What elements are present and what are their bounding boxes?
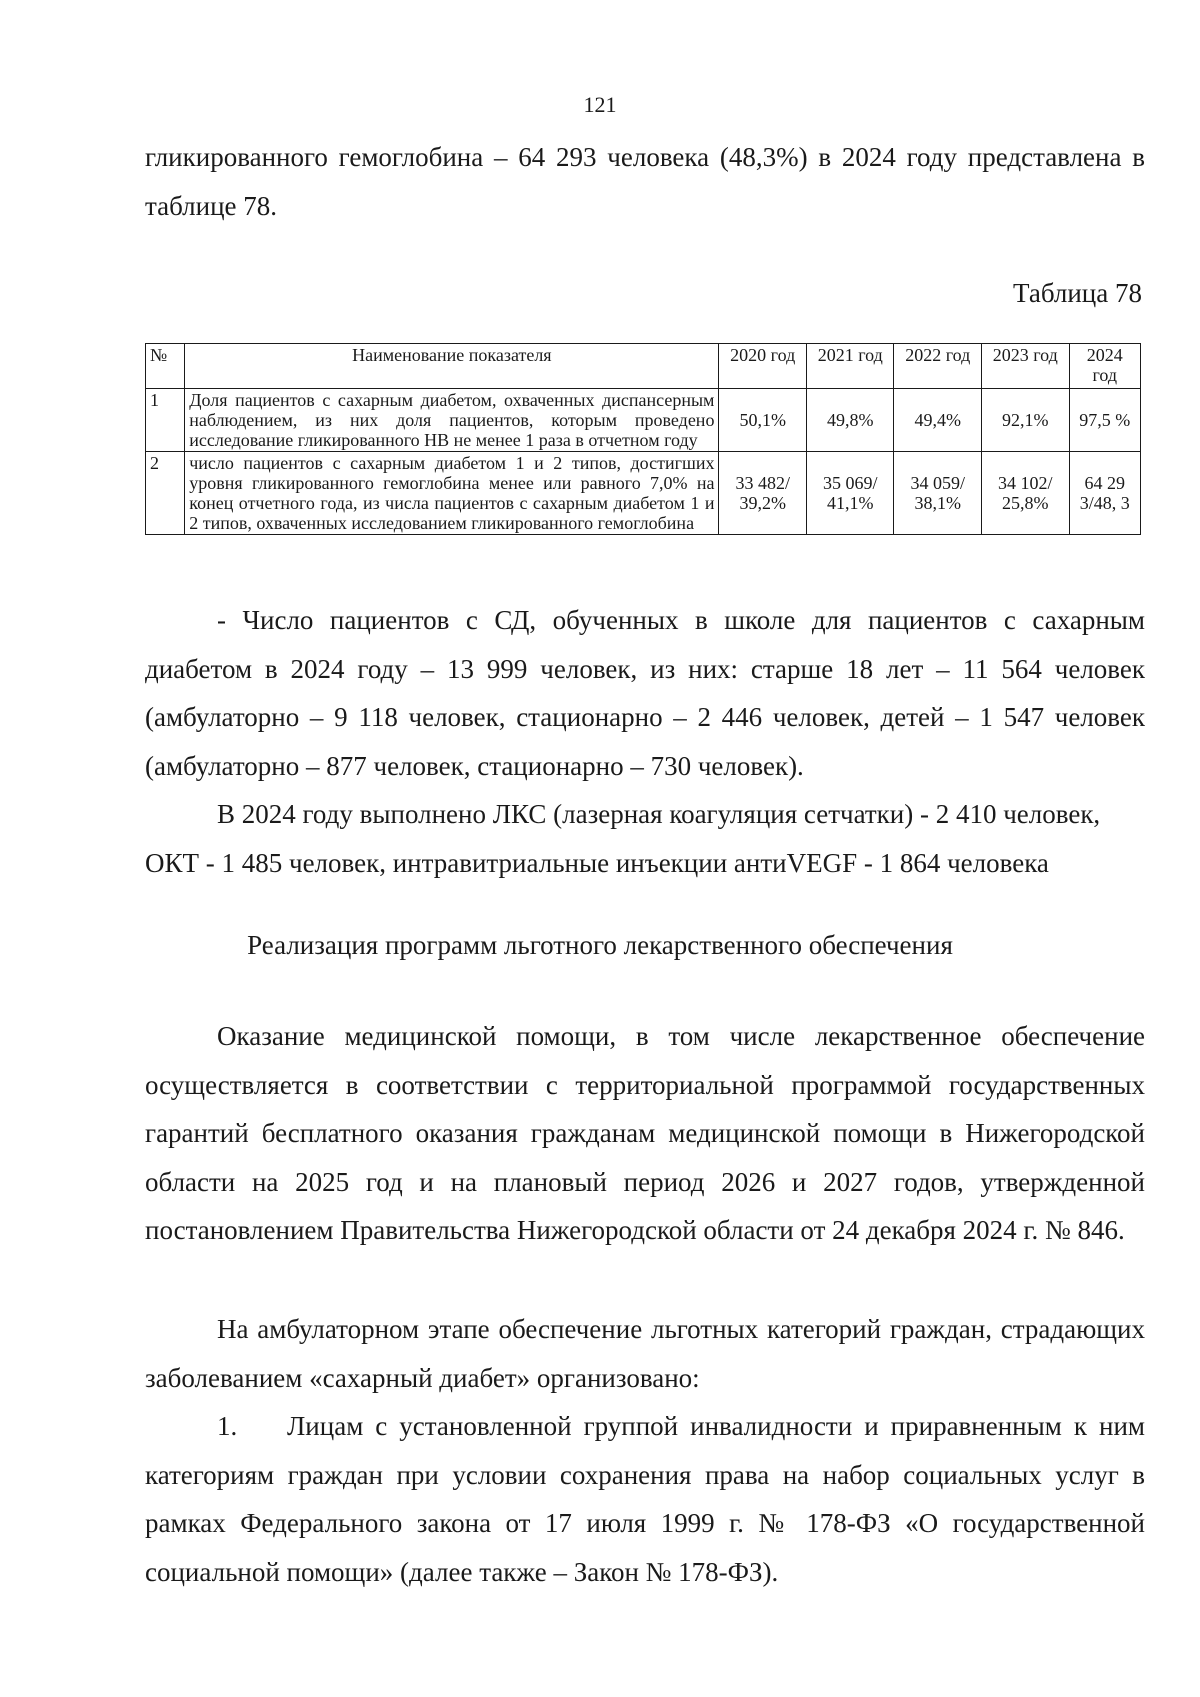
row-value-2022: 49,4% [894,389,982,452]
header-2021: 2021 год [806,344,894,389]
list-item-number: 1. [217,1411,238,1441]
row-value-2023: 34 102/ 25,8% [982,452,1070,535]
row-num: 1 [146,389,185,452]
row-value-2021: 49,8% [806,389,894,452]
row-num: 2 [146,452,185,535]
row-value-2023: 92,1% [982,389,1070,452]
table-caption: Таблица 78 [1013,278,1142,308]
row-name: число пациентов с сахарным диабетом 1 и 2 типов, достигших уровня гликированного гемоглобина менее или равного 7,0% на конец отчетного года, из числа пациентов с сахарным диабетом 1 и 2 типов, охваченных исследованием гликированного гемоглобина [185,452,719,535]
row-value-2024: 64 29 3/48, 3 [1069,452,1140,535]
page-number: 121 [583,92,617,117]
row-value-2024: 97,5 % [1069,389,1140,452]
header-2024: 2024 год [1069,344,1140,389]
header-2022: 2022 год [894,344,982,389]
intro-paragraph: гликированного гемоглобина – 64 293 человека (48,3%) в 2024 году представлена в таблице 78. [145,142,1145,221]
paragraph-lks: В 2024 году выполнено ЛКС (лазерная коагуляция сетчатки) - 2 410 человек, ОКТ - 1 485 человек, интравитриальные инъекции антиVEGF - 1 864 человека [145,799,1101,878]
section-title: Реализация программ льготного лекарственного обеспечения [247,930,953,960]
row-name: Доля пациентов с сахарным диабетом, охваченных диспансерным наблюдением, из них доля пациентов, которым проведено исследование гликированного НВ не менее 1 раза в отчетном году [185,389,719,452]
table-row [146,452,1141,535]
list-item-text: Лицам с установленной группой инвалидности и приравненным к ним категориям граждан при условии сохранения права на набор социальных услуг в рамках Федерального закона от 17 июля 1999 г. № 178-ФЗ «О государственной социальной помощи» (далее также – Закон № 178-ФЗ). [145,1411,1145,1587]
row-value-2022: 34 059/ 38,1% [894,452,982,535]
header-2023: 2023 год [982,344,1070,389]
indicator-table [145,343,1141,535]
table-row [146,389,1141,452]
paragraph-school: - Число пациентов с СД, обученных в школе для пациентов с сахарным диабетом в 2024 году – 13 999 человек, из них: старше 18 лет – 11 564 человек (амбулаторно – 9 118 человек, стационарно – 2 446 человек, детей – 1 547 человек (амбулаторно – 877 человек, стационарно – 730 человек). [145,605,1145,781]
row-value-2020: 50,1% [719,389,807,452]
list-item [145,1402,1145,1596]
table-header-row [146,344,1141,389]
header-num: № [146,344,185,389]
header-name: Наименование показателя [185,344,719,389]
paragraph-program: Оказание медицинской помощи, в том числе лекарственное обеспечение осуществляется в соответствии с территориальной программой государственных гарантий бесплатного оказания гражданам медицинской помощи в Нижегородской области на 2025 год и на плановый период 2026 и 2027 годов, утвержденной постановлением Правительства Нижегородской области от 24 декабря 2024 г. № 846. [145,1021,1145,1245]
row-value-2020: 33 482/ 39,2% [719,452,807,535]
header-2020: 2020 год [719,344,807,389]
paragraph-ambulatory: На амбулаторном этапе обеспечение льготных категорий граждан, страдающих заболеванием «сахарный диабет» организовано: [145,1314,1145,1393]
row-value-2021: 35 069/ 41,1% [806,452,894,535]
